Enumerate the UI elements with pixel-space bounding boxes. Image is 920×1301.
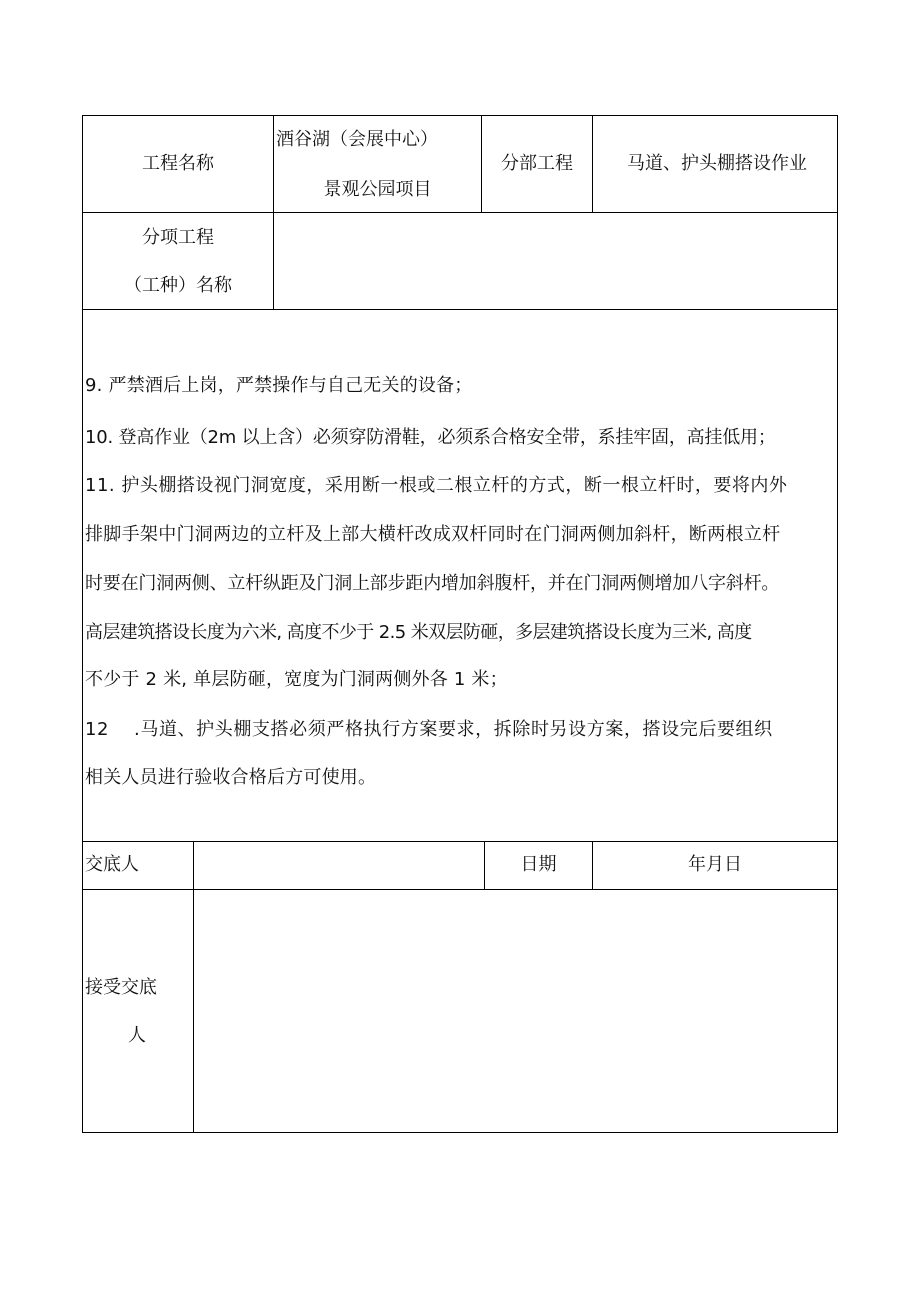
row-divider-4 bbox=[82, 889, 838, 890]
table-border-left bbox=[82, 115, 83, 1133]
row-divider-3 bbox=[82, 841, 838, 842]
presenter-label: 交底人 bbox=[85, 854, 139, 875]
date-value: 年月日 bbox=[688, 854, 742, 875]
col-divider-right bbox=[592, 115, 593, 213]
content-line-4: 排脚手架中门洞两边的立杆及上部大横杆改成双杆同时在门洞两侧加斜杆，断两根立杆 bbox=[85, 524, 781, 545]
col-divider-label bbox=[273, 115, 274, 310]
col-divider-footer-label bbox=[193, 841, 194, 1133]
content-line-6: 高层建筑搭设长度为六米, 高度不少于 2.5 米双层防砸，多层建筑搭设长度为三米, 高度 bbox=[85, 622, 752, 643]
date-label: 日期 bbox=[520, 854, 557, 875]
project-name-value-line2: 景观公园项目 bbox=[323, 179, 432, 200]
subitem-label-line1: 分项工程 bbox=[142, 227, 214, 248]
content-line-9: 相关人员进行验收合格后方可使用。 bbox=[85, 767, 377, 788]
content-line-1: 9. 严禁酒后上岗，严禁操作与自己无关的设备； bbox=[85, 375, 473, 396]
subitem-label-line2: （工种）名称 bbox=[124, 275, 232, 296]
project-name-value-line1: 酒谷湖（会展中心） bbox=[276, 129, 438, 150]
receiver-label-line2: 人 bbox=[128, 1025, 146, 1046]
project-name-label: 工程名称 bbox=[142, 153, 214, 174]
receiver-label-line1: 接受交底 bbox=[85, 977, 157, 998]
division-value: 马道、护头棚搭设作业 bbox=[627, 153, 807, 174]
division-label: 分部工程 bbox=[501, 153, 573, 174]
content-line-2: 10. 登高作业（2m 以上含）必须穿防滑鞋，必须系合格安全带，系挂牢固，高挂低用； bbox=[85, 427, 776, 448]
table-border-top bbox=[82, 115, 838, 116]
table-border-bottom bbox=[82, 1132, 838, 1133]
row-divider-1 bbox=[82, 212, 838, 213]
content-line-3: 11. 护头棚搭设视门洞宽度，采用断一根或二根立杆的方式，断一根立杆时，要将内外 bbox=[85, 475, 788, 496]
row-divider-2 bbox=[82, 309, 838, 310]
content-line-7: 不少于 2 米, 单层防砸，宽度为门洞两侧外各 1 米； bbox=[85, 669, 508, 690]
content-line-5: 时要在门洞两侧、立杆纵距及门洞上部步距内增加斜腹杆，并在门洞两侧增加八字斜杆。 bbox=[85, 573, 780, 594]
content-line-8: 12 .马道、护头棚支搭必须严格执行方案要求，拆除时另设方案，搭设完后要组织 bbox=[85, 719, 773, 740]
table-border-right bbox=[837, 115, 838, 1133]
